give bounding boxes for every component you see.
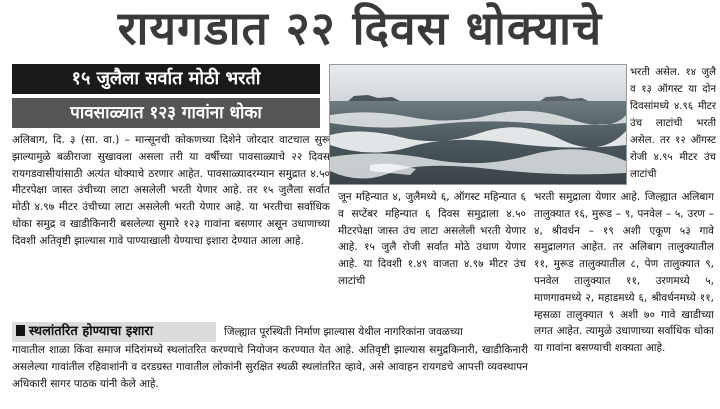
subheading-high-tide: १५ जुलैला सर्वात मोठी भरती: [12, 64, 320, 94]
subheading-villages-risk: पावसाळ्यात १२३ गावांना धोका: [12, 98, 320, 128]
headline: रायगडात २२ दिवस धोक्याचे: [117, 1, 603, 55]
article-paragraph-villages: भरती समुद्राला येणार आहे. जिल्ह्यात अलिबाग तालुक्यात १६, मुरूड – ९, पनवेल – ५, उरण – ४, श्रीवर्धन – १९ अशी एकूण ५३ गावे समुद्रालगत आहेत. तर अलिबाग तालुक्यातील ११, मुरूड तालुक्यातील ८, पेण तालुक्यात ९, पनवेल तालुक्यात ११, उरणमध्ये ५, माणगावमध्ये २, महाडमध्ये ६, श्रीवर्धनमध्ये ११, म्हसळा तालुक्यात ९ अशी ७० गावे खाडीच्या लगत आहेत. त्यामुळे उधाणाच्या सर्वाधिक धोका या गावांना बसण्याची शक्यता आहे.: [534, 191, 714, 355]
square-bullet-icon: [16, 325, 25, 336]
sea-waves-photo: [329, 64, 627, 185]
section-heading-label: स्थलांतरित होण्याचा इशारा: [29, 324, 154, 339]
section-heading-relocation: [12, 322, 216, 342]
article-paragraph-intro: अलिबाग, दि. ३ (सा. वा.) – मान्सूनची कोकणच्या दिशेने जोरदार वाटचाल सुरू झाल्यामुळे बळीराजा सुखावला असला तरी या वर्षीच्या पावसाळ्याचे २२ दिवस रायगडवासीयांसाठी अत्यंत धोक्याचे ठरणार आहेत. पावसाळ्यादरम्यान समुद्रात ४.५० मीटरपेक्षा जास्त उंचीच्या लाटा असलेली भरती येणार आहे. तर १५ जुलैला सर्वात मोठी ४.९७ मीटर उंचीच्या लाटा असलेली भरती येणार आहे. या भरतीचा सर्वाधिक धोका समुद्र व खाडीकिनारी बसलेल्या सुमारे १२३ गावांना बसणार असून उधाणाच्या दिवशी अतिवृष्टी झाल्यास गावे पाण्याखाली येण्याचा इशारा देण्यात आला आहे.: [12, 134, 330, 247]
article-paragraph-months: जून महिन्यात ४, जुलैमध्ये ६, ऑगस्ट महिन्यात ६ व सप्टेंबर महिन्यात ६ दिवस समुद्राला ४.५० मीटरपेक्षा जास्त उंच लाटा असलेली भरती येणार आहे. १५ जुलै रोजी सर्वात मोठे उधाण येणार आहे. या दिवशी १.४९ वाजता ४.९७ मीटर उंच लाटांची: [338, 191, 526, 287]
article-paragraph-relocation-lead: जिल्ह्यात पूरस्थिती निर्माण झाल्यास येथील नागरिकांना जवळच्या: [224, 326, 463, 338]
article-paragraph-relocation: गावातील शाळा किंवा समाज मंदिरांमध्ये स्थलांतरित करण्याचे नियोजन करण्यात येत आहे. अतिवृष्टी झाल्यास समुद्रकिनारी, खाडीकिनारी असलेल्या गावांतील रहिवाशांनी व दरडग्रस्त गावातील लोकांनी सुरक्षित स्थळी स्थलांतरित व्हावे, असे आवाहन रायगडचे आपत्ती व्यवस्थापन अधिकारी सागर पाठक यांनी केले आहे.: [12, 344, 528, 390]
article-paragraph-side: भरती असेल. १४ जुलै व १३ ऑगस्ट या दोन दिवसांमध्ये ४.९६ मीटर उंच लाटांची भरती असेल. तर १२ ऑगस्ट रोजी ४.९५ मीटर उंच लाटांची: [630, 67, 716, 180]
